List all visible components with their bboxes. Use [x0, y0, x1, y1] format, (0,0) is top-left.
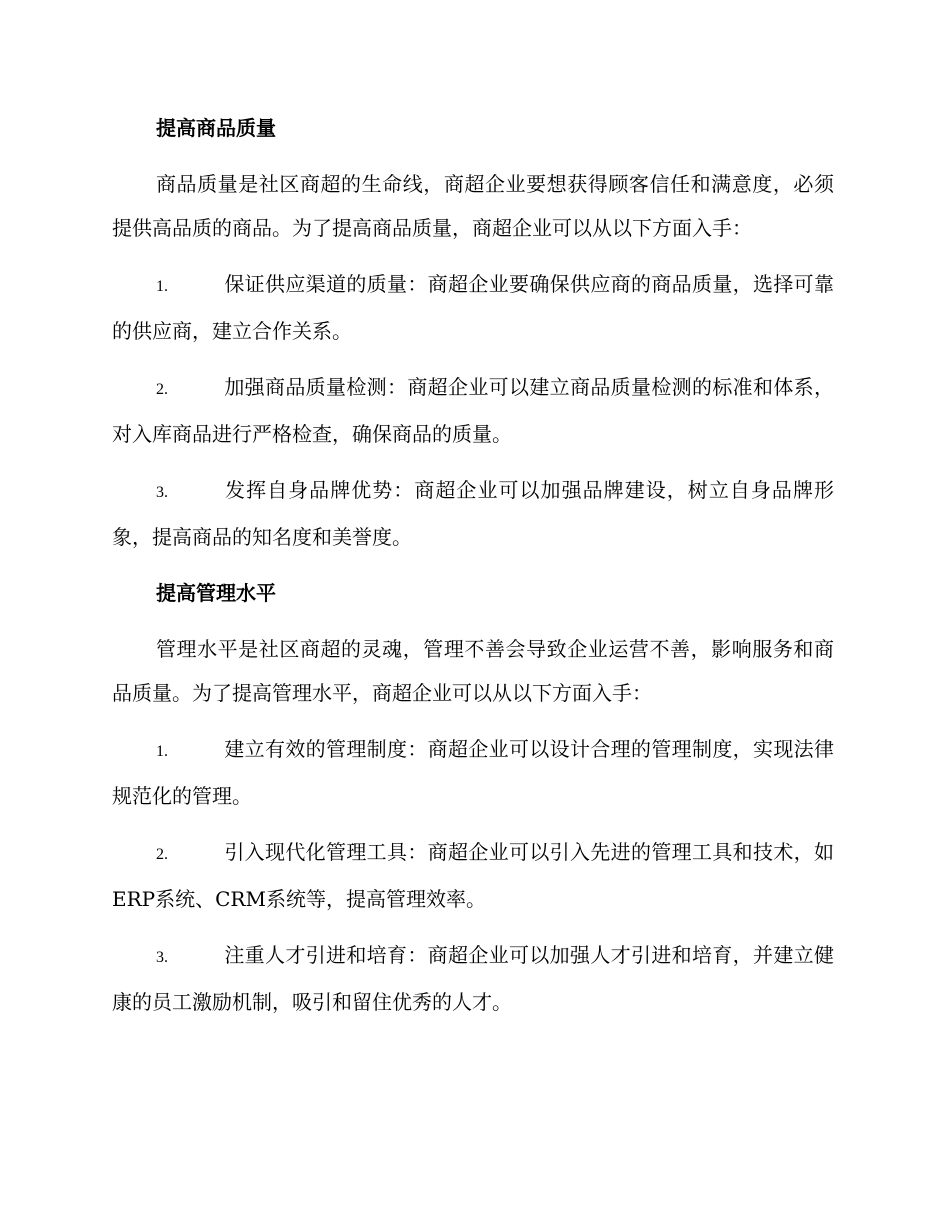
document-body — [112, 106, 834, 1036]
list-item — [112, 830, 834, 921]
list-item-text: 引入现代化管理工具：商超企业可以引入先进的管理工具和技术，如ERP系统、CRM系统等，提高管理效率。 — [112, 840, 834, 911]
list-number: 3. — [156, 484, 168, 501]
list-item-text: 建立有效的管理制度：商超企业可以设计合理的管理制度，实现法律规范化的管理。 — [112, 737, 834, 808]
list-item — [112, 262, 834, 353]
list-item — [112, 468, 834, 559]
list-number: 3. — [156, 949, 168, 966]
list-item — [112, 365, 834, 456]
list-item-text: 保证供应渠道的质量：商超企业要确保供应商的商品质量，选择可靠的供应商，建立合作关系。 — [112, 272, 834, 343]
list-item-text: 注重人才引进和培育：商超企业可以加强人才引进和培育，并建立健康的员工激励机制，吸引和留住优秀的人才。 — [112, 943, 834, 1014]
section-intro-management: 管理水平是社区商超的灵魂，管理不善会导致企业运营不善，影响服务和商品质量。为了提高管理水平，商超企业可以从以下方面入手： — [112, 637, 834, 705]
list-number: 2. — [156, 381, 168, 398]
section-heading-management: 提高管理水平 — [156, 581, 276, 605]
list-item — [112, 933, 834, 1024]
section-heading-quality: 提高商品质量 — [156, 116, 276, 140]
list-number: 1. — [156, 743, 168, 760]
list-item — [112, 727, 834, 818]
list-item-text: 发挥自身品牌优势：商超企业可以加强品牌建设，树立自身品牌形象，提高商品的知名度和美誉度。 — [112, 478, 834, 549]
list-number: 1. — [156, 278, 168, 295]
section-intro-quality: 商品质量是社区商超的生命线，商超企业要想获得顾客信任和满意度，必须提供高品质的商品。为了提高商品质量，商超企业可以从以下方面入手： — [112, 172, 834, 240]
list-number: 2. — [156, 846, 168, 863]
list-item-text: 加强商品质量检测：商超企业可以建立商品质量检测的标准和体系，对入库商品进行严格检查，确保商品的质量。 — [112, 375, 834, 446]
